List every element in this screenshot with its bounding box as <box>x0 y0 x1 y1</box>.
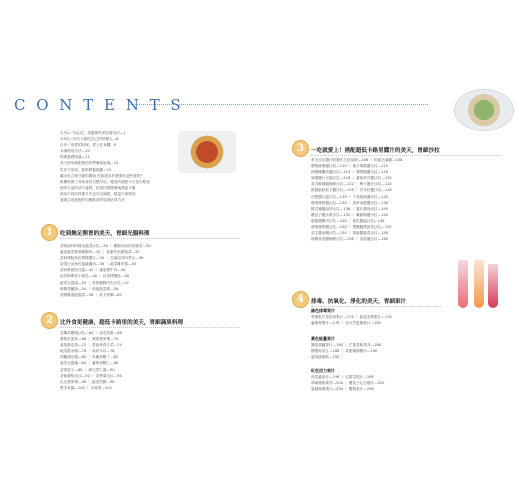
subsection-list <box>311 314 392 326</box>
subsection-list <box>311 342 381 360</box>
list-item[interactable]: 檸檬橄欖油醬沙拉—114 ｜ 蘋果醋醬沙拉—116 <box>311 170 389 175</box>
list-item[interactable]: 黑木耳露—100 ｜ 水果茶—102 <box>60 385 112 390</box>
list-item[interactable]: 清蒸茄子—88 ｜ 綠豆薏仁湯—90 <box>60 367 115 372</box>
list-item[interactable]: 柳橙南瓜汁—188 ｜ 黃甜椒檸檬汁—190 <box>311 349 378 354</box>
list-item[interactable]: 推薦料理工具與食材完整介紹，瘦身的重點不只是卡路里 <box>60 179 150 184</box>
list-item[interactable]: 酪梨優格醬沙拉—134 ｜ 香草油醋醬沙拉—136 <box>311 200 389 205</box>
list-item[interactable]: 清燉雞湯配蔬菜—58 ｜ 低卡炒麵—60 <box>60 292 122 297</box>
list-item[interactable]: 凱薩風味低卡醬沙拉—126 ｜ 芥末籽醬沙拉—128 <box>311 188 392 193</box>
section-divider <box>311 306 441 307</box>
list-item[interactable]: 味噌醬汁豆腐沙拉—118 ｜ 番茄莎莎醬沙拉—120 <box>311 176 392 181</box>
list-item[interactable]: 清炒時蔬與豆腐—42 ｜ 番茄燉牛肉—44 <box>60 268 126 273</box>
list-item[interactable]: 西瓜番茄汁—196 ｜ 紅甜菜根汁—198 <box>311 375 374 379</box>
page-title: C O N T E N T S <box>14 96 184 114</box>
section-2-badge: 2 <box>41 312 58 329</box>
list-item[interactable]: 番茄蛋花湯—72 ｜ 香菇炒青江菜—74 <box>60 343 122 348</box>
list-item[interactable]: 美天使用減肥餐前的準備與說明—12 <box>60 161 119 166</box>
list-item[interactable]: 洋蔥醬汁溫沙拉—130 ｜ 千島風味醬沙拉—132 <box>311 194 389 199</box>
list-item[interactable]: 紅豆燕麥粥—96 ｜ 蔬菜煎餅—98 <box>60 379 115 384</box>
list-item[interactable]: 還要注意搭配的均衡飲食的原則計算方法 <box>60 198 125 203</box>
section-1-list <box>60 243 151 298</box>
list-item[interactable]: 花生醬涼麵沙拉—154 ｜ 胡麻醬蔬菜沙拉—156 <box>311 231 389 236</box>
list-item[interactable]: 地瓜糙米飯—76 ｜ 涼拌木耳—78 <box>60 349 115 354</box>
section-1-title[interactable]: 吃到飽足開胃的美天，胃細光腸料理 <box>60 231 150 237</box>
list-item[interactable]: 泰式酸辣醬海鮮沙拉—122 ｜ 梅子醬汁沙拉—124 <box>311 182 392 187</box>
section-3-badge: 3 <box>292 140 309 157</box>
list-item[interactable]: 清蒸白身魚佐薑絲醬油—38 ｜ 蔬菜雞肉捲—40 <box>60 262 137 267</box>
list-item[interactable]: 本書使用方法—10 <box>60 149 90 154</box>
section-3-title[interactable]: 一吃就愛上！搭配超低卡路里醬汁的美天，胃細沙拉 <box>311 148 440 154</box>
list-item[interactable]: 薑黃蜂蜜飲—192 <box>311 355 340 360</box>
list-item[interactable]: 檸檬蒜香醬海鮮沙拉—158 ｜ 香蒜醬沙拉—160 <box>311 237 389 242</box>
list-item[interactable]: 優格蜂蜜醬沙拉—110 ｜ 柚子胡椒醬沙拉—112 <box>311 164 389 169</box>
list-item[interactable]: 使用不同的料理方式也可以減肥，熱量不會增加 <box>60 191 136 196</box>
list-item[interactable]: 料理基礎知識—11 <box>60 155 90 160</box>
subsection-title: 紅色活力果汁 <box>311 368 335 373</box>
list-item[interactable]: 美天沙拉醬汁的製作方法說明—106 ｜ 和風芝麻醬—108 <box>311 158 403 162</box>
section-divider <box>60 327 240 328</box>
section-4-title[interactable]: 排毒、抗氧化、淨化的美天，胃細果汁 <box>311 299 407 305</box>
list-item[interactable]: 自序2／用心吃，是最棒的美容瘦身法—1 <box>60 131 126 135</box>
list-item[interactable]: 自序2／用天天都吃自己的快樂人—8 <box>60 137 119 142</box>
list-item[interactable]: 涼拌海帶芽小黃瓜—46 ｜ 蒜香烤蘑菇—48 <box>60 274 129 279</box>
list-item[interactable]: 優格水果杯—68 ｜ 蘋果燕麥粥—70 <box>60 337 119 342</box>
list-item[interactable]: 檸檬蒸鱸魚—54 ｜ 和風蔬菜燒—56 <box>60 286 119 291</box>
section-divider <box>60 238 240 239</box>
subsection-title: 綠色排毒果汁 <box>311 308 335 313</box>
list-item[interactable]: 清爽涼拌的瘦身蔬菜沙拉—26 ｜ 雞胸肉涼拌高麗菜—30 <box>60 244 151 248</box>
list-item[interactable]: 青蘋果芹菜排毒果汁—174 ｜ 菠菜奇異果汁—176 <box>311 315 392 319</box>
list-item[interactable]: 蔓越莓蘋果汁—204 ｜ 櫻桃果汁—206 <box>311 387 374 392</box>
section-2-list <box>60 330 122 391</box>
list-item[interactable]: 使用少量的油不會胖，但需控制燙傷與熱量平衡 <box>60 185 136 190</box>
section-1-badge: 1 <box>41 224 58 241</box>
list-item[interactable]: 花椰菜雞胸沙拉—64 ｜ 南瓜蒸蛋—66 <box>60 331 122 335</box>
list-item[interactable]: 蔬菜豆腐湯—50 ｜ 香煎雞胸肉佐沙拉—52 <box>60 280 129 285</box>
list-item[interactable]: 番茄蔬菜燉煮雞胸肉—30 ｜ 低脂牛奶燉菠菜—32 <box>60 250 140 255</box>
intro-list <box>60 130 150 203</box>
list-item[interactable]: 碳水化合物分類的開始 你知道為什麼要吃這些食物？ <box>60 173 144 178</box>
list-item[interactable]: 薄荷優格醬沙拉—150 ｜ 黑醋醬烤蔬菜沙拉—152 <box>311 225 392 230</box>
food-bowl-image <box>178 131 236 173</box>
juice-glasses-image <box>452 256 500 308</box>
subsection-title: 黃色能量果汁 <box>311 336 335 341</box>
list-item[interactable]: 蘆薈青檸汁—178 ｜ 羽衣甘藍鳳梨汁—180 <box>311 321 381 326</box>
list-item[interactable]: 甜椒醬雞肉沙拉—146 ｜ 南瓜醬溫沙拉—148 <box>311 218 385 223</box>
salad-plate-image <box>455 90 513 130</box>
list-item[interactable]: 草莓優格果昔—200 ｜ 覆盆子紅石榴汁—202 <box>311 381 385 386</box>
section-3-list <box>311 157 402 242</box>
list-item[interactable]: 韓式辣醬涼拌沙拉—138 ｜ 薑汁醬油沙拉—140 <box>311 206 389 211</box>
section-2-title[interactable]: 比外食更健康，超低卡路里的美天，胃細蔬果料理 <box>60 320 184 326</box>
list-item[interactable]: 鳳梨胡蘿蔔汁—184 ｜ 芒果香蕉果昔—186 <box>311 343 381 347</box>
list-item[interactable]: 胡蘿蔔炒蛋—80 ｜ 彩椒炒雞丁—82 <box>60 355 119 360</box>
list-item[interactable]: 香料烤鮭魚佐檸檬醬汁—34 ｜ 芝麻涼拌四季豆—36 <box>60 256 144 261</box>
section-4-badge: 4 <box>292 291 309 308</box>
subsection-list <box>311 374 385 392</box>
title-divider <box>128 104 428 105</box>
list-item[interactable]: 覆盆子醬水果沙拉—142 ｜ 紫蘇梅醬沙拉—144 <box>311 212 389 217</box>
list-item[interactable]: 自序／用愛的料理，愛上好身體—9 <box>60 143 117 148</box>
list-item[interactable]: 吃法不用怕，飲料輕鬆規劃—13 <box>60 167 112 172</box>
list-item[interactable]: 菠菜豆腐羹—84 ｜ 蘆筍炒蝦仁—86 <box>60 361 119 366</box>
list-item[interactable]: 香蕉優格冰沙—92 ｜ 奇異果沙拉—94 <box>60 373 122 378</box>
section-divider <box>311 155 501 156</box>
